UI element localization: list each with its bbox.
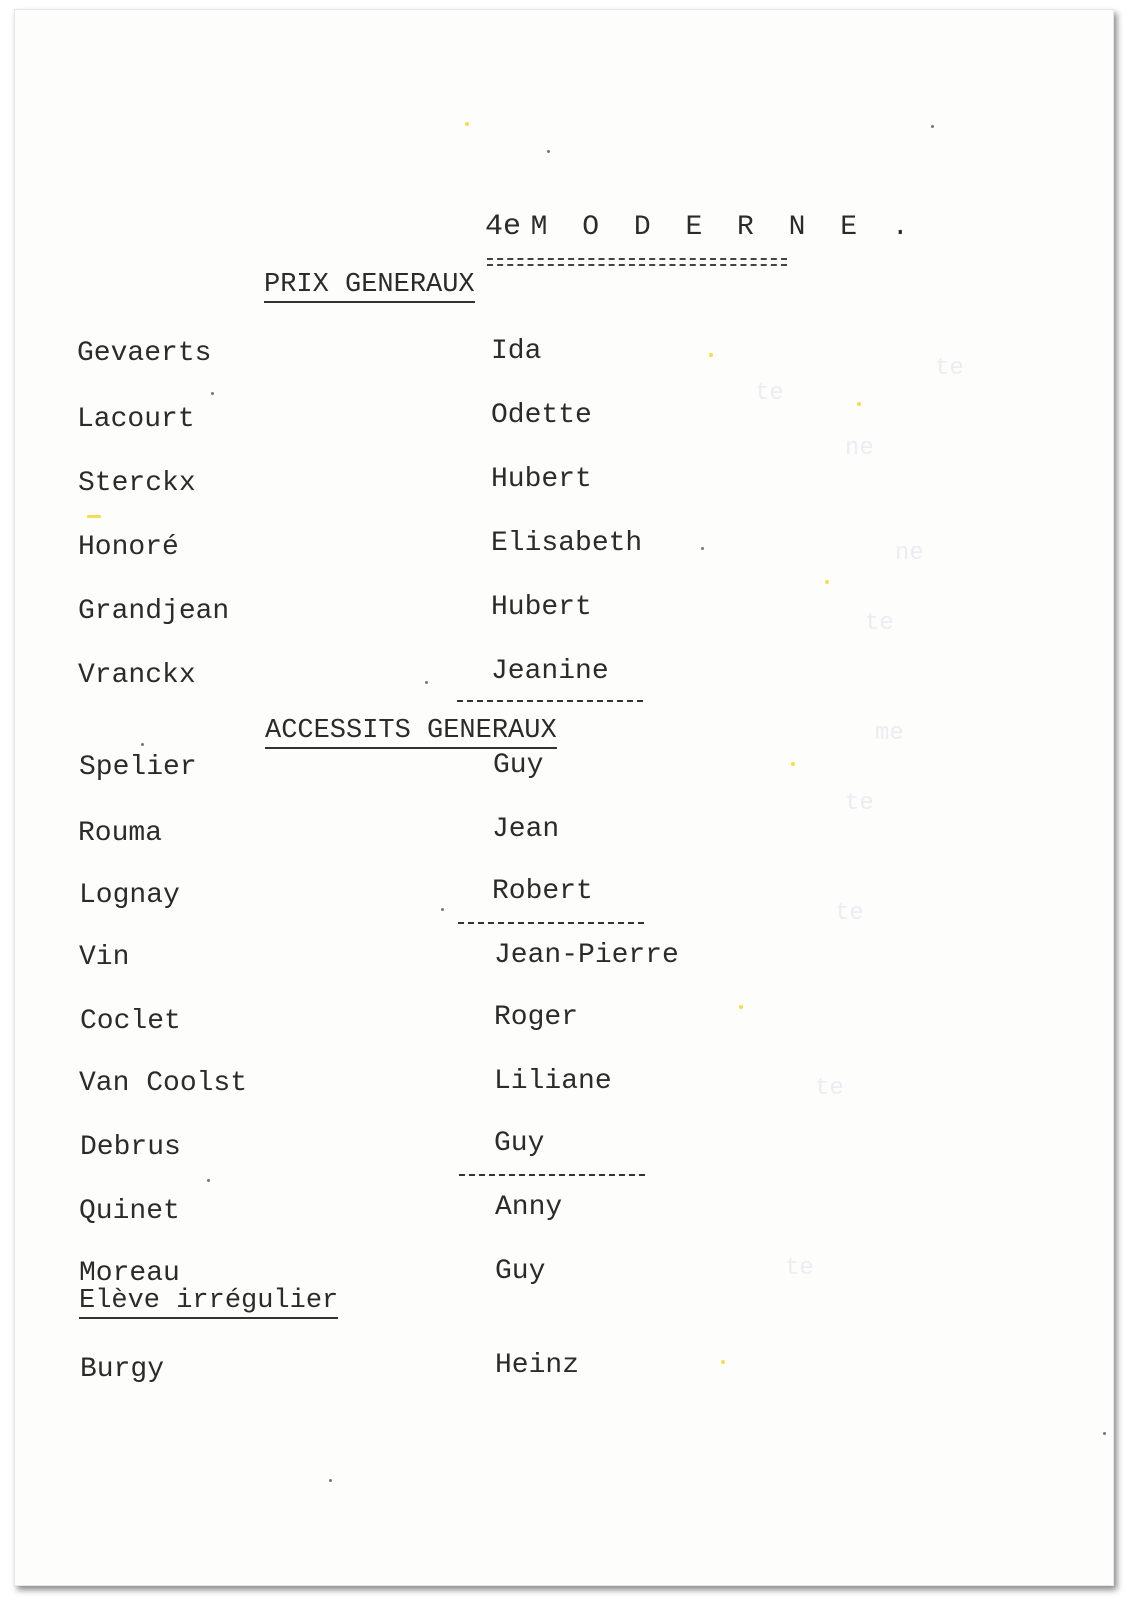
show-through-mark: te [755,380,784,407]
paper-speck [1103,1432,1106,1435]
show-through-mark: te [815,1075,844,1102]
list-item-surname: Moreau [79,1258,180,1289]
paper-speck [791,762,795,766]
list-item-firstname: Anny [495,1192,563,1223]
list-item-surname: Coclet [80,1006,181,1037]
list-item-firstname: Odette [491,400,592,431]
list-item-firstname: Jean [492,814,560,845]
document-page [14,9,1114,1586]
show-through-mark: te [935,355,964,382]
paper-speck [739,1005,743,1009]
list-item-surname: Honoré [78,532,179,563]
paper-speck [931,125,934,128]
show-through-mark: ne [895,540,924,567]
paper-speck [211,392,214,395]
title-double-underline [487,258,787,266]
list-item-firstname: Jean-Pierre [494,940,679,971]
section-heading-prix: PRIX GENERAUX [264,272,475,303]
list-item-surname: Vin [79,942,130,973]
paper-speck [425,681,428,684]
show-through-mark: te [835,900,864,927]
group-separator [459,1174,645,1176]
paper-speck [141,743,144,746]
list-item-firstname: Jeanine [491,656,609,687]
paper-speck [857,402,861,406]
paper-speck [825,580,829,584]
list-item-surname: Rouma [78,818,163,849]
list-item-surname: Spelier [79,752,197,783]
list-item-firstname: Ida [491,336,542,367]
paper-speck [87,515,101,518]
list-item-firstname: Heinz [495,1350,580,1381]
show-through-mark: te [785,1255,814,1282]
group-separator [458,922,644,924]
list-item-firstname: Robert [492,876,593,907]
list-item-surname: Grandjean [78,596,230,627]
paper-speck [709,353,713,357]
show-through-mark: me [875,720,904,747]
show-through-mark: ne [845,435,874,462]
list-item-surname: Gevaerts [77,338,212,369]
list-item-surname: Debrus [80,1132,181,1163]
title-number: 4e [485,210,522,244]
list-item-firstname: Liliane [494,1066,612,1097]
list-item-firstname: Guy [495,1256,546,1287]
list-item-surname: Sterckx [78,468,196,499]
list-item-firstname: Guy [493,750,544,781]
list-item-surname: Quinet [79,1196,180,1227]
list-item-surname: Vranckx [78,660,196,691]
paper-speck [207,1179,210,1182]
section-heading-accessits: ACCESSITS GENERAUX [265,718,557,749]
list-item-surname: Lacourt [77,404,195,435]
paper-speck [701,547,704,550]
show-through-mark: te [865,610,894,637]
list-item-firstname: Hubert [491,592,592,623]
show-through-mark: te [845,790,874,817]
section-heading-irregular: Elève irrégulier [79,1288,338,1319]
list-item-firstname: Hubert [491,464,592,495]
list-item-firstname: Roger [494,1002,579,1033]
page-title [485,210,918,244]
paper-speck [465,122,469,126]
list-item-firstname: Guy [494,1128,545,1159]
list-item-surname: Burgy [80,1354,165,1385]
title-word: M O D E R N E . [530,212,918,243]
paper-speck [721,1360,725,1364]
list-item-surname: Van Coolst [79,1068,248,1099]
paper-speck [547,150,550,153]
group-separator [457,700,643,702]
list-item-firstname: Elisabeth [491,528,643,559]
list-item-surname: Lognay [79,880,180,911]
paper-speck [329,1479,332,1482]
paper-speck [441,908,444,911]
